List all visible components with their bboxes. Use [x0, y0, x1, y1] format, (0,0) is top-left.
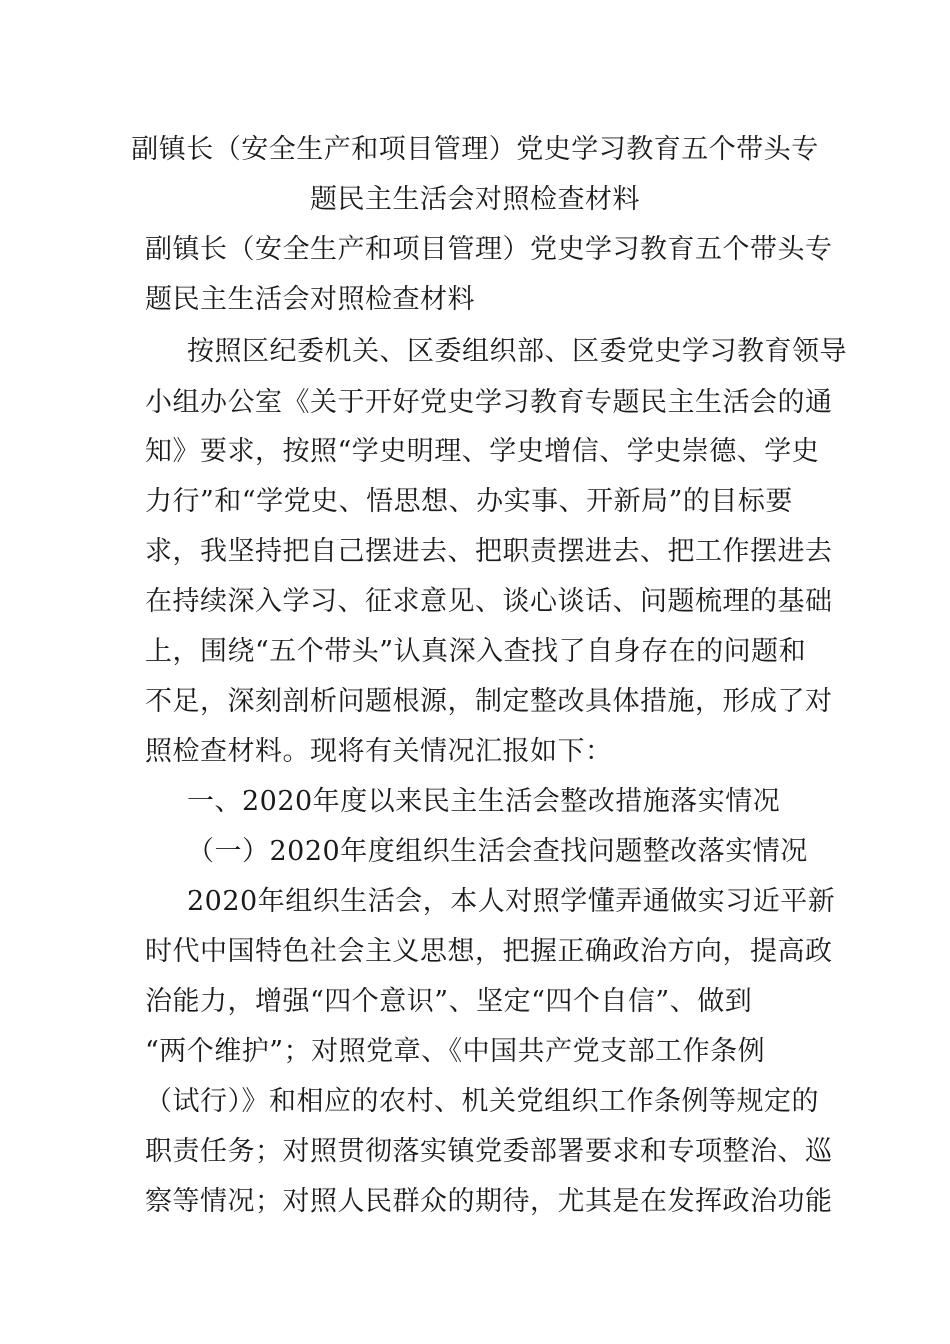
body-paragraph-line: 察等情况；对照人民群众的期待，尤其是在发挥政治功能 [145, 1186, 833, 1217]
body-paragraph-line: “两个维护”；对照党章、《中国共产党支部工作条例 [145, 1036, 766, 1067]
intro-paragraph-line: 上，围绕“五个带头”认真深入查找了自身存在的问题和 [145, 636, 807, 667]
intro-paragraph-line: 求，我坚持把自己摆进去、把职责摆进去、把工作摆进去 [145, 536, 833, 567]
intro-paragraph-line: 不足，深刻剖析问题根源，制定整改具体措施，形成了对 [145, 686, 833, 717]
section-heading: 一、2020年度以来民主生活会整改措施落实情况 [187, 786, 781, 817]
intro-paragraph-line: 小组办公室《关于开好党史学习教育专题民主生活会的通 [145, 387, 833, 418]
intro-paragraph-line: 照检查材料。现将有关情况汇报如下： [145, 736, 613, 767]
document-subtitle-line-2: 题民主生活会对照检查材料 [145, 284, 475, 315]
intro-paragraph-line: 按照区纪委机关、区委组织部、区委党史学习教育领导 [187, 336, 847, 367]
body-paragraph-line: 职责任务；对照贯彻落实镇党委部署要求和专项整治、巡 [145, 1136, 833, 1167]
body-paragraph-line: 治能力，增强“四个意识”、坚定“四个自信”、做到 [145, 986, 753, 1017]
body-paragraph-line: 2020年组织生活会，本人对照学懂弄通做实习近平新 [187, 886, 836, 917]
document-title-line-1: 副镇长（安全生产和项目管理）党史学习教育五个带头专 [131, 134, 819, 165]
subsection-heading: （一）2020年度组织生活会查找问题整改落实情况 [187, 836, 808, 867]
document-title-line-2: 题民主生活会对照检查材料 [310, 184, 640, 215]
intro-paragraph-line: 力行”和“学党史、悟思想、办实事、开新局”的目标要 [145, 486, 793, 517]
intro-paragraph-line: 在持续深入学习、征求意见、谈心谈话、问题梳理的基础 [145, 586, 833, 617]
intro-paragraph-line: 知》要求，按照“学史明理、学史增信、学史崇德、学史 [145, 436, 820, 467]
body-paragraph-line: 时代中国特色社会主义思想，把握正确政治方向，提高政 [145, 936, 833, 967]
document-subtitle-line-1: 副镇长（安全生产和项目管理）党史学习教育五个带头专 [145, 234, 833, 265]
body-paragraph-line: （试行）》和相应的农村、机关党组织工作条例等规定的 [145, 1086, 819, 1117]
